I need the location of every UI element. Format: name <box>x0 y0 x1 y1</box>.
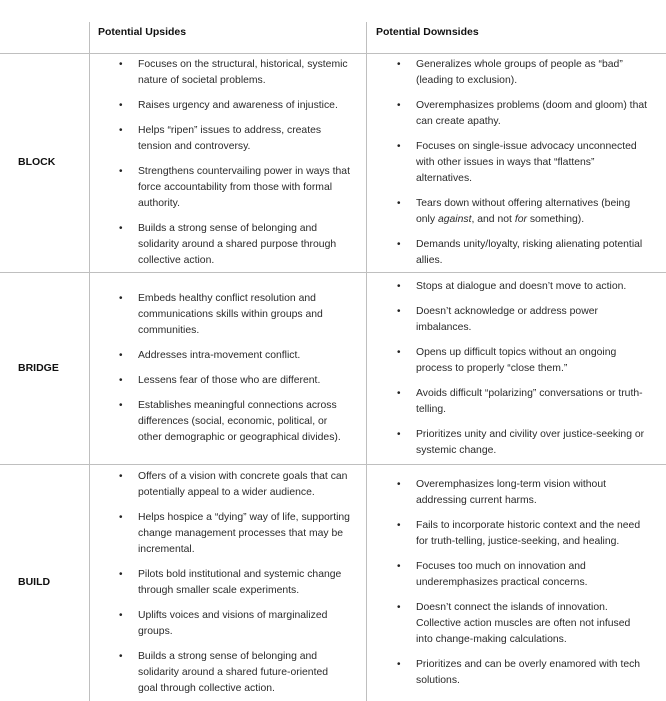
list-item <box>397 600 664 648</box>
list-item <box>119 98 363 114</box>
item-line: Uplifts voices and visions of marginalized <box>138 610 328 621</box>
item-line: Helps hospice a “dying” way of life, supporting <box>138 512 350 523</box>
list-item <box>119 373 363 389</box>
item-line: incremental. <box>138 544 195 555</box>
list-item <box>119 123 363 155</box>
bullet-icon: • <box>397 59 401 70</box>
item-line: Doesn’t connect the islands of innovation. <box>416 602 608 613</box>
list-item <box>119 469 363 501</box>
bullet-icon: • <box>119 223 123 234</box>
item-line: through smaller scale experiments. <box>138 585 300 596</box>
item-line: Prioritizes and can be overly enamored with tech <box>416 659 641 670</box>
item-line: differences (social, economic, political, or <box>138 416 328 427</box>
item-line: Avoids difficult “polarizing” conversations or truth- <box>416 387 643 399</box>
bullet-icon: • <box>397 100 401 111</box>
list-item <box>119 221 363 269</box>
bullet-icon: • <box>397 602 401 613</box>
item-line: Raises urgency and awareness of injustice. <box>138 100 338 111</box>
item-line: imbalances. <box>416 321 472 333</box>
item-line: tension and controversy. <box>138 141 251 152</box>
list-item <box>119 164 363 212</box>
item-line: communities. <box>138 325 200 336</box>
item-line: Prioritizes unity and civility over justice-seeking or <box>416 428 645 440</box>
item-line: underemphasizes practical concerns. <box>416 577 588 588</box>
item-line: telling. <box>416 403 447 415</box>
item-line: authority. <box>138 198 180 209</box>
bullet-icon: • <box>397 198 401 209</box>
row-label-block: BLOCK <box>18 156 56 168</box>
item-line: solidarity around a shared purpose through <box>138 239 337 250</box>
item-line: groups. <box>138 626 173 637</box>
bullet-icon: • <box>119 375 123 386</box>
item-line: solidarity around a shared future-oriented <box>138 667 329 678</box>
header-potential-upsides: Potential Upsides <box>98 26 187 38</box>
bullet-icon: • <box>119 293 123 304</box>
bullet-icon: • <box>119 350 123 361</box>
list-item <box>397 477 664 509</box>
item-line: Stops at dialogue and doesn’t move to action. <box>416 280 627 292</box>
list-item <box>119 510 363 558</box>
item-line: Collective action muscles are often not infused <box>416 618 631 629</box>
item-line: Doesn’t acknowledge or address power <box>416 305 598 317</box>
bullet-icon: • <box>119 125 123 136</box>
item-line: Focuses too much on innovation and <box>416 561 586 572</box>
item-line: communications skills within groups and <box>138 309 323 320</box>
bullet-icon: • <box>119 100 123 111</box>
item-line: Overemphasizes problems (doom and gloom) that <box>416 100 648 111</box>
item-line: Lessens fear of those who are different. <box>138 375 321 386</box>
item-line: change management processes that may be <box>138 528 344 539</box>
item-line: with other issues in ways that “flattens” <box>416 157 595 168</box>
item-line: Tears down without offering alternatives (being <box>416 198 631 209</box>
bullet-icon: • <box>119 569 123 580</box>
list-item <box>397 304 664 336</box>
row-label-build: BUILD <box>18 576 51 588</box>
item-line: Opens up difficult topics without an ongoing <box>416 346 617 358</box>
item-line: can create apathy. <box>416 116 501 127</box>
bullet-icon: • <box>119 471 123 482</box>
bullet-icon: • <box>119 651 123 662</box>
block-downsides-list <box>397 54 664 272</box>
item-line: Fails to incorporate historic context and the need <box>416 520 641 531</box>
item-line: force accountability from those with formal <box>138 182 333 193</box>
build-upsides-list <box>119 465 363 701</box>
column-divider <box>89 22 90 701</box>
text-segment: something). <box>526 214 585 225</box>
item-line: solutions. <box>416 675 460 686</box>
item-line: Focuses on single-issue advocacy unconnected <box>416 141 637 152</box>
emphasis-text: for <box>514 214 527 225</box>
bullet-icon: • <box>397 141 401 152</box>
item-line: addressing current harms. <box>416 495 537 506</box>
list-item <box>119 649 363 697</box>
bullet-icon: • <box>397 428 401 440</box>
bullet-icon: • <box>119 400 123 411</box>
list-item <box>119 348 363 364</box>
text-segment: only <box>416 214 438 225</box>
list-item <box>397 345 664 377</box>
list-item <box>397 196 664 228</box>
bullet-icon: • <box>397 305 401 317</box>
list-item <box>119 57 363 89</box>
list-item <box>397 139 664 187</box>
list-item <box>397 657 664 689</box>
build-downsides-list <box>397 465 664 701</box>
column-divider <box>366 22 367 701</box>
list-item <box>119 398 363 446</box>
list-item <box>397 279 664 295</box>
bullet-icon: • <box>397 479 401 490</box>
bullet-icon: • <box>119 166 123 177</box>
item-line: potentially appeal to a wider audience. <box>138 487 315 498</box>
row-label-bridge: BRIDGE <box>18 361 59 374</box>
bullet-icon: • <box>397 239 401 250</box>
list-item <box>397 427 664 459</box>
item-line: Builds a strong sense of belonging and <box>138 651 318 662</box>
list-item <box>119 608 363 640</box>
bullet-icon: • <box>119 610 123 621</box>
list-item <box>397 57 664 89</box>
bullet-icon: • <box>397 280 401 292</box>
bullet-icon: • <box>397 561 401 572</box>
bridge-downsides-list <box>397 273 664 464</box>
item-line: Generalizes whole groups of people as “bad” <box>416 59 623 70</box>
item-line: goal through collective action. <box>138 683 275 694</box>
item-line: Pilots bold institutional and systemic change <box>138 569 342 580</box>
bullet-icon: • <box>397 520 401 531</box>
item-line: into change-making calculations. <box>416 634 567 645</box>
item-line: Overemphasizes long-term vision without <box>416 479 606 490</box>
bullet-icon: • <box>119 59 123 70</box>
item-line: Focuses on the structural, historical, systemic <box>138 59 348 70</box>
item-line: Addresses intra-movement conflict. <box>138 350 301 361</box>
item-line: nature of societal problems. <box>138 75 266 86</box>
item-line: Demands unity/loyalty, risking alienating potential <box>416 239 643 250</box>
list-item <box>119 291 363 339</box>
bullet-icon: • <box>397 346 401 358</box>
block-upsides-list <box>119 54 363 272</box>
item-line: other demographic or geographical divides). <box>138 432 341 443</box>
bullet-icon: • <box>119 512 123 523</box>
item-line: Strengthens countervailing power in ways that <box>138 166 350 177</box>
header-potential-downsides: Potential Downsides <box>376 26 479 38</box>
item-line: Builds a strong sense of belonging and <box>138 223 318 234</box>
bullet-icon: • <box>397 387 401 399</box>
item-line: systemic change. <box>416 444 497 456</box>
item-line: process to properly “close them.” <box>416 362 568 374</box>
list-item <box>397 386 664 418</box>
item-line: Offers of a vision with concrete goals that can <box>138 471 348 482</box>
item-line: Establishes meaningful connections across <box>138 400 337 411</box>
emphasis-text: against <box>437 214 472 225</box>
item-line: collective action. <box>138 255 215 266</box>
bullet-icon: • <box>397 659 401 670</box>
item-line: allies. <box>416 255 443 266</box>
list-item <box>119 567 363 599</box>
item-line: alternatives. <box>416 173 473 184</box>
item-line: for truth-telling, justice-seeking, and healing. <box>416 536 620 547</box>
bridge-upsides-list <box>119 273 363 464</box>
list-item <box>397 559 664 591</box>
list-item <box>397 518 664 550</box>
item-line: Embeds healthy conflict resolution and <box>138 293 316 304</box>
text-segment: , and not <box>471 214 515 225</box>
item-line: (leading to exclusion). <box>416 75 518 86</box>
item-line <box>416 212 664 228</box>
item-line: Helps “ripen” issues to address, creates <box>138 125 322 136</box>
list-item <box>397 237 664 269</box>
list-item <box>397 98 664 130</box>
